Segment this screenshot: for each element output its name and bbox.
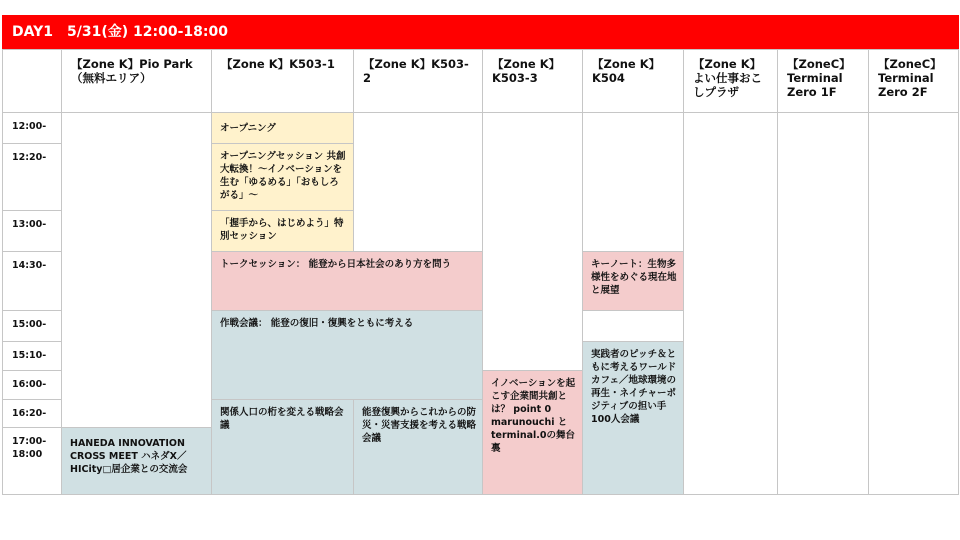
slot-empty [482, 112, 583, 371]
header-k503-3: 【Zone K】K503-3 [482, 49, 583, 113]
event-pitch-world-cafe: 実践者のピッチ＆ともに考えるワールドカフェ／地球環境の再生・ネイチャーポジティブの担い手100人会議 [582, 341, 684, 495]
time-1220: 12:20- [2, 143, 62, 211]
header-k503-2: 【Zone K】K503-2 [353, 49, 483, 113]
slot-empty [683, 112, 778, 495]
event-keynote: キーノート：生物多様性をめぐる現在地と展望 [582, 251, 684, 311]
event-relation-population: 関係人口の桁を変える戦略会議 [211, 399, 354, 495]
time-1300: 13:00- [2, 210, 62, 252]
event-opening-session: オープニングセッション 共創大転換！～イノベーションを生む「ゆるめる」「おもしろがる」～ [211, 143, 354, 211]
slot-empty [61, 112, 212, 428]
time-1200: 12:00- [2, 112, 62, 144]
event-special-session: 「握手から、はじめよう」特別セッション [211, 210, 354, 252]
event-strategy-meeting: 作戦会議： 能登の復旧・復興をともに考える [211, 310, 483, 400]
slot-empty [353, 112, 483, 252]
header-k504: 【Zone K】K504 [582, 49, 684, 113]
event-opening: オープニング [211, 112, 354, 144]
event-innovation-cocreation: イノベーションを起こす企業間共創とは？ point 0 marunouchi と terminal.0の舞台裏 [482, 370, 583, 495]
time-1510: 15:10- [2, 341, 62, 371]
event-noto-revival: 能登復興からこれからの防災・災害支援を考える戦略会議 [353, 399, 483, 495]
event-talk-session: トークセッション： 能登から日本社会のあり方を問う [211, 251, 483, 311]
time-1600: 16:00- [2, 370, 62, 400]
header-k503-1: 【Zone K】K503-1 [211, 49, 354, 113]
slot-empty [868, 112, 959, 495]
slot-empty [777, 112, 869, 495]
header-pio-park: 【Zone K】Pio Park（無料エリア） [61, 49, 212, 113]
time-1620: 16:20- [2, 399, 62, 428]
time-1430: 14:30- [2, 251, 62, 311]
slot-empty [582, 112, 684, 252]
header-terminal-1f: 【ZoneC】Terminal Zero 1F [777, 49, 869, 113]
header-corner [2, 49, 62, 113]
header-yoi-shigoto: 【Zone K】よい仕事おこしプラザ [683, 49, 778, 113]
day-banner: DAY1 5/31(金) 12:00-18:00 [2, 15, 959, 49]
time-1700-1800: 17:00- 18:00 [2, 427, 62, 495]
event-haneda-innovation: HANEDA INNOVATION CROSS MEET ハネダX／HICity□居企業との交流会 [61, 427, 212, 495]
header-terminal-2f: 【ZoneC】Terminal Zero 2F [868, 49, 959, 113]
time-1500: 15:00- [2, 310, 62, 342]
slot-empty [582, 310, 684, 342]
